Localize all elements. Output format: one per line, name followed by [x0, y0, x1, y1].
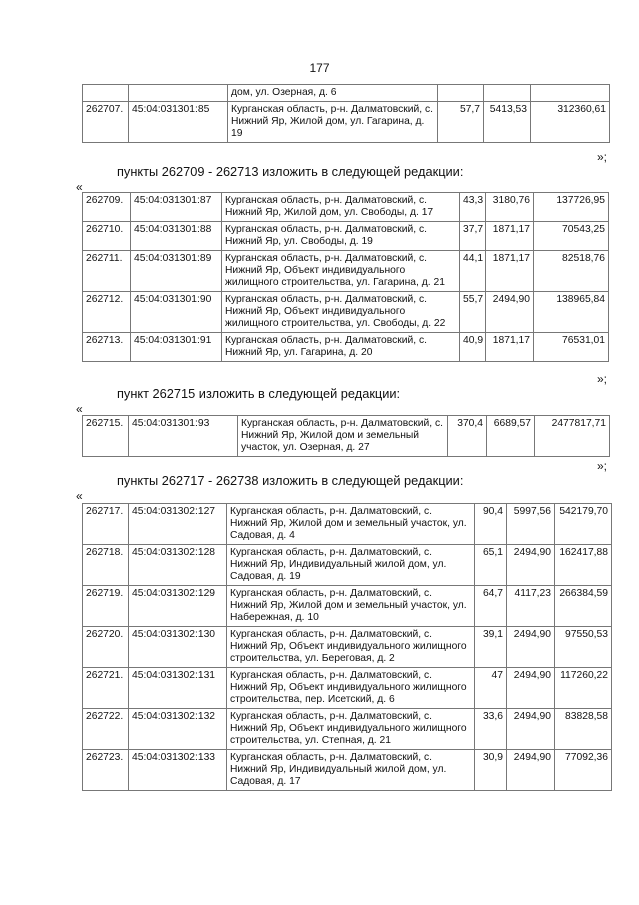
- value-cell: 70543,25: [534, 222, 609, 251]
- cadastral-number-cell: 45:04:031302:133: [129, 750, 227, 791]
- area-cell: 33,6: [475, 709, 507, 750]
- table-row: [83, 586, 612, 627]
- row-number-cell: 262713.: [83, 333, 131, 362]
- table-row: [83, 193, 609, 222]
- value-cell: [531, 85, 610, 102]
- row-number-cell: 262723.: [83, 750, 129, 791]
- row-number-cell: 262711.: [83, 251, 131, 292]
- value-cell: 77092,36: [555, 750, 612, 791]
- row-number-cell: 262722.: [83, 709, 129, 750]
- address-cell: Курганская область, р-н. Далматовский, с. Нижний Яр, Жилой дом и земельный участок, ул. Озерная, д. 27: [238, 416, 448, 457]
- value-cell: 138965,84: [534, 292, 609, 333]
- cadastral-number-cell: 45:04:031301:85: [129, 102, 228, 143]
- row-number-cell: 262707.: [83, 102, 129, 143]
- address-cell: Курганская область, р-н. Далматовский, с. Нижний Яр, Объект индивидуального жилищного строительства, ул. Степная, д. 21: [227, 709, 475, 750]
- area-cell: 64,7: [475, 586, 507, 627]
- cadastral-number-cell: 45:04:031301:88: [131, 222, 222, 251]
- table-row: [83, 545, 612, 586]
- opening-quote: «: [76, 180, 83, 194]
- address-cell: Курганская область, р-н. Далматовский, с. Нижний Яр, Индивидуальный жилой дом, ул. Садовая, д. 19: [227, 545, 475, 586]
- area-cell: 30,9: [475, 750, 507, 791]
- instruction-text: пункты 262709 - 262713 изложить в следующей редакции:: [117, 164, 464, 179]
- address-cell: Курганская область, р-н. Далматовский, с. Нижний Яр, ул. Гагарина, д. 20: [222, 333, 460, 362]
- row-number-cell: 262717.: [83, 504, 129, 545]
- row-number-cell: 262719.: [83, 586, 129, 627]
- opening-quote: «: [76, 402, 83, 416]
- table-row: [83, 709, 612, 750]
- value-cell: 2477817,71: [535, 416, 610, 457]
- rate-cell: 2494,90: [507, 709, 555, 750]
- table-row: [83, 102, 610, 143]
- rate-cell: [484, 85, 531, 102]
- address-cell: Курганская область, р-н. Далматовский, с. Нижний Яр, Жилой дом, ул. Гагарина, д. 19: [228, 102, 438, 143]
- table-row: [83, 251, 609, 292]
- table-row: [83, 416, 610, 457]
- rate-cell: 1871,17: [486, 251, 534, 292]
- table-row: [83, 627, 612, 668]
- cadastral-number-cell: 45:04:031302:132: [129, 709, 227, 750]
- area-cell: 370,4: [448, 416, 487, 457]
- closing-quote: »;: [597, 372, 608, 386]
- cadastral-number-cell: 45:04:031302:128: [129, 545, 227, 586]
- rate-cell: 5413,53: [484, 102, 531, 143]
- address-cell: Курганская область, р-н. Далматовский, с. Нижний Яр, Объект индивидуального жилищного строительства, ул. Гагарина, д. 21: [222, 251, 460, 292]
- value-cell: 162417,88: [555, 545, 612, 586]
- rate-cell: 2494,90: [507, 545, 555, 586]
- cadastral-number-cell: 45:04:031301:91: [131, 333, 222, 362]
- property-table-262715: [82, 415, 610, 457]
- address-cell: Курганская область, р-н. Далматовский, с. Нижний Яр, ул. Свободы, д. 19: [222, 222, 460, 251]
- page-number: 177: [309, 61, 330, 75]
- instruction-text: пункт 262715 изложить в следующей редакции:: [117, 386, 401, 401]
- address-cell: Курганская область, р-н. Далматовский, с. Нижний Яр, Жилой дом и земельный участок, ул. Садовая, д. 4: [227, 504, 475, 545]
- cadastral-number-cell: 45:04:031302:129: [129, 586, 227, 627]
- area-cell: 47: [475, 668, 507, 709]
- area-cell: 44,1: [460, 251, 486, 292]
- value-cell: 266384,59: [555, 586, 612, 627]
- closing-quote: »;: [597, 150, 608, 164]
- row-number-cell: 262718.: [83, 545, 129, 586]
- address-cell: Курганская область, р-н. Далматовский, с. Нижний Яр, Жилой дом и земельный участок, ул. Набережная, д. 10: [227, 586, 475, 627]
- rate-cell: 2494,90: [507, 627, 555, 668]
- rate-cell: 1871,17: [486, 222, 534, 251]
- rate-cell: 2494,90: [507, 750, 555, 791]
- row-number-cell: [83, 85, 129, 102]
- cadastral-number-cell: 45:04:031302:130: [129, 627, 227, 668]
- cadastral-number-cell: 45:04:031301:89: [131, 251, 222, 292]
- area-cell: 65,1: [475, 545, 507, 586]
- area-cell: [438, 85, 484, 102]
- value-cell: 76531,01: [534, 333, 609, 362]
- table-row: [83, 750, 612, 791]
- rate-cell: 3180,76: [486, 193, 534, 222]
- cadastral-number-cell: 45:04:031302:127: [129, 504, 227, 545]
- cadastral-number-cell: [129, 85, 228, 102]
- opening-quote: «: [76, 489, 83, 503]
- row-number-cell: 262715.: [83, 416, 129, 457]
- area-cell: 90,4: [475, 504, 507, 545]
- rate-cell: 4117,23: [507, 586, 555, 627]
- row-number-cell: 262709.: [83, 193, 131, 222]
- row-number-cell: 262721.: [83, 668, 129, 709]
- rate-cell: 2494,90: [507, 668, 555, 709]
- cadastral-number-cell: 45:04:031301:90: [131, 292, 222, 333]
- value-cell: 117260,22: [555, 668, 612, 709]
- area-cell: 40,9: [460, 333, 486, 362]
- address-cell: Курганская область, р-н. Далматовский, с. Нижний Яр, Объект индивидуального жилищного строительства, ул. Свободы, д. 22: [222, 292, 460, 333]
- area-cell: 43,3: [460, 193, 486, 222]
- area-cell: 37,7: [460, 222, 486, 251]
- row-number-cell: 262712.: [83, 292, 131, 333]
- value-cell: 83828,58: [555, 709, 612, 750]
- address-cell: Курганская область, р-н. Далматовский, с. Нижний Яр, Объект индивидуального жилищного строительства, ул. Береговая, д. 2: [227, 627, 475, 668]
- value-cell: 542179,70: [555, 504, 612, 545]
- rate-cell: 5997,56: [507, 504, 555, 545]
- value-cell: 137726,95: [534, 193, 609, 222]
- value-cell: 97550,53: [555, 627, 612, 668]
- table-row: [83, 292, 609, 333]
- table-row: [83, 222, 609, 251]
- rate-cell: 1871,17: [486, 333, 534, 362]
- cadastral-number-cell: 45:04:031301:87: [131, 193, 222, 222]
- address-cell: Курганская область, р-н. Далматовский, с. Нижний Яр, Объект индивидуального жилищного строительства, пер. Исетский, д. 6: [227, 668, 475, 709]
- area-cell: 39,1: [475, 627, 507, 668]
- area-cell: 55,7: [460, 292, 486, 333]
- rate-cell: 6689,57: [487, 416, 535, 457]
- property-table-262717-262738: [82, 503, 612, 791]
- property-table-262709-262713: [82, 192, 609, 362]
- property-table-continued: [82, 84, 610, 143]
- address-cell: Курганская область, р-н. Далматовский, с. Нижний Яр, Жилой дом, ул. Свободы, д. 17: [222, 193, 460, 222]
- table-row: [83, 333, 609, 362]
- row-number-cell: 262710.: [83, 222, 131, 251]
- value-cell: 82518,76: [534, 251, 609, 292]
- address-cell: Курганская область, р-н. Далматовский, с. Нижний Яр, Индивидуальный жилой дом, ул. Садовая, д. 17: [227, 750, 475, 791]
- address-cell: дом, ул. Озерная, д. 6: [228, 85, 438, 102]
- table-row: [83, 668, 612, 709]
- instruction-text: пункты 262717 - 262738 изложить в следующей редакции:: [117, 473, 464, 488]
- table-row: [83, 504, 612, 545]
- area-cell: 57,7: [438, 102, 484, 143]
- rate-cell: 2494,90: [486, 292, 534, 333]
- cadastral-number-cell: 45:04:031301:93: [129, 416, 238, 457]
- table-row: [83, 85, 610, 102]
- closing-quote: »;: [597, 459, 608, 473]
- value-cell: 312360,61: [531, 102, 610, 143]
- row-number-cell: 262720.: [83, 627, 129, 668]
- cadastral-number-cell: 45:04:031302:131: [129, 668, 227, 709]
